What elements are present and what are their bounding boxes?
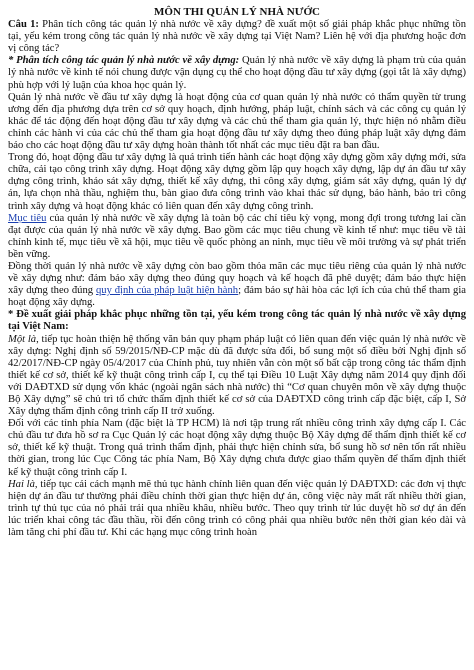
specific-objectives-text-b: ; đảm bảo sự hài hòa các lợi ích của chủ thể tham gia hoạt động xây dựng.: [8, 285, 466, 309]
solution-one-lead: Một là: [8, 333, 37, 345]
section-1-intro: [8, 55, 466, 91]
solution-one: [8, 334, 466, 419]
document-title: MÔN THI QUẢN LÝ NHÀ NƯỚC: [154, 6, 320, 18]
objectives-link[interactable]: Mục tiêu: [8, 212, 47, 224]
paragraph-specific-objectives: [8, 261, 466, 309]
paragraph-activities: Trong đó, hoạt động đầu tư xây dựng là quá trình tiến hành các hoạt động xây dựng gồm xây dựng mới, sửa chữa, cải tạo công trình xây dựng. Hoạt động xây dựng gồm lập quy hoạch xây dựng, lập dự án đầu tư xây dựng công trình, khảo sát xây dựng, thiết kế xây dựng, thi công xây dựng, giám sát xây dựng, quản lý dự án, lựa chọn nhà thầu, nghiệm thu, bàn giao đưa công trình vào khai thác sử dụng, bảo hành, bảo trì công trình xây dựng và hoạt động khác có liên quan đến xây dựng công trình.: [8, 152, 466, 212]
question-1: [8, 19, 466, 55]
section-1-text: Quản lý nhà nước về xây dựng là phạm trù của quản lý nhà nước về kinh tế nói chung được vận dụng cụ thể cho hoạt động đầu tư xây dựng (gọi tắt là xây dựng) phù hợp với lý luận của khoa học quản lý.: [8, 55, 466, 91]
solution-two-lead: Hai là: [8, 478, 35, 490]
question-text: Phân tích công tác quản lý nhà nước về xây dựng? đề xuất một số giải pháp khắc phục những tồn tại, yếu kém trong công tác quản lý nhà nước về xây dựng tại Việt Nam? Liên hệ với địa phương hoặc đơn vị công tác?: [8, 19, 467, 55]
objectives-text: của quản lý nhà nước về xây dựng là toàn bộ các chỉ tiêu kỳ vọng, mong đợi trong tương lai cần đạt được của quản lý nhà nước về xây dựng. Bao gồm các mục tiêu chung về kinh tế như: mục tiêu về tài chính kinh tế, mục tiêu về xã hội, mục tiêu về quốc phòng an ninh, mục tiêu về môi trường và sự phát triển bền vững.: [8, 212, 466, 260]
paragraph-definition: Quản lý nhà nước về đầu tư xây dựng là hoạt động của cơ quan quản lý nhà nước có thẩm quyền từ trung ương đến địa phương dựa trên cơ sở quy hoạch, định hướng, pháp luật, chính sách và các công cụ quản lý khác để tác động đến hoạt động đầu tư xây dựng và các chủ thể tham gia quản lý, thực hiện nó nhằm điều chỉnh các hành vi của các chủ thể tham gia hoạt động đầu tư xây dựng theo đúng pháp luật xây dựng đảm bảo cho các hoạt động đầu tư xây dựng hoàn thành tốt nhất các mục tiêu đặt ra ban đầu.: [8, 91, 466, 152]
specific-objectives-text-a: Đồng thời quản lý nhà nước về xây dựng còn bao gồm thỏa mãn các mục tiêu riêng của quản lý nhà nước về xây dựng như: đảm bảo xây dựng theo đúng quy hoạch và kế hoạch đã phê duyệt; đảm bảo thực hiện xây dựng theo đúng: [8, 260, 466, 297]
solution-two: [8, 479, 466, 539]
paragraph-southern-provinces: Đối với các tỉnh phía Nam (đặc biệt là TP HCM) là nơi tập trung rất nhiều công trình xây dựng cấp I. Các chủ đầu tư đưa hồ sơ ra Cục Quản lý các hoạt động xây dựng thuộc Bộ Xây dựng để thẩm định thiết kế cơ sở, thiết kế kỹ thuật. Trong quá trình thẩm định, phải thực hiện chỉnh sửa, bổ sung hồ sơ nên tốn rất nhiều thời gian, trong lúc Cục Công tác phía Nam, Bộ Xây dựng chưa được giao thẩm quyền để thẩm định thiết kế kỹ thuật công trình cấp I.: [8, 418, 466, 478]
section-2-heading: * Đề xuất giải pháp khắc phục những tồn tại, yếu kém trong công tác quản lý nhà nước về xây dựng tại Việt Nam:: [8, 309, 466, 333]
paragraph-objectives: [8, 213, 466, 261]
solution-one-text: , tiếp tục hoàn thiện hệ thống văn bản quy phạm pháp luật có liên quan đến việc quản lý nhà nước về xây dựng: Nghị định số 59/2015/NĐ-CP mặc dù đã được sửa đổi, bổ sung một số điều bởi Nghị định số 42/2017/NĐ-CP ngày 05/4/2017 của Chính phủ, tuy nhiên vẫn còn một số bất cập trong công tác thẩm định thiết kế cơ sở, thiết kế kỹ thuật công trình cấp I, cụ thể tại Điều 10 Luật Xây dựng năm 2014 quy định đối với DAĐTXD sử dụng vốn khác (ngoài ngân sách nhà nước) thì “Cơ quan chuyên môn về xây dựng thuộc Bộ Xây dựng” sẽ chủ trì tổ chức thẩm định thiết kế cơ sở của DAĐTXD công trình cấp đặc biệt, cấp I, Sở Xây dựng thẩm định công trình cấp II trở xuống.: [8, 333, 466, 418]
regulation-link[interactable]: quy định của pháp luật hiện hành: [95, 285, 239, 297]
question-label: Câu 1:: [8, 19, 39, 31]
section-1-heading: * Phân tích công tác quản lý nhà nước về xây dựng:: [8, 55, 240, 67]
solution-two-text: , tiếp tục cải cách mạnh mẽ thủ tục hành chính liên quan đến việc quản lý DAĐTXD: các đơn vị thực hiện dự án đầu tư thường phải điều chỉnh thời gian thực hiện dự án, công việc này mất rất nhiều thời gian, trình tự thủ tục của nó phải trải qua nhiều khâu, nhiều bước. Theo quy trình từ lúc duyệt hồ sơ dự án đến lúc triển khai công tác đầu thầu, rồi đến công trình có công phải qua nhiều bước nên thời gian kéo dài và làm tăng chi phí đầu tư. Khi các hạng mục công trình hoàn: [8, 478, 467, 539]
